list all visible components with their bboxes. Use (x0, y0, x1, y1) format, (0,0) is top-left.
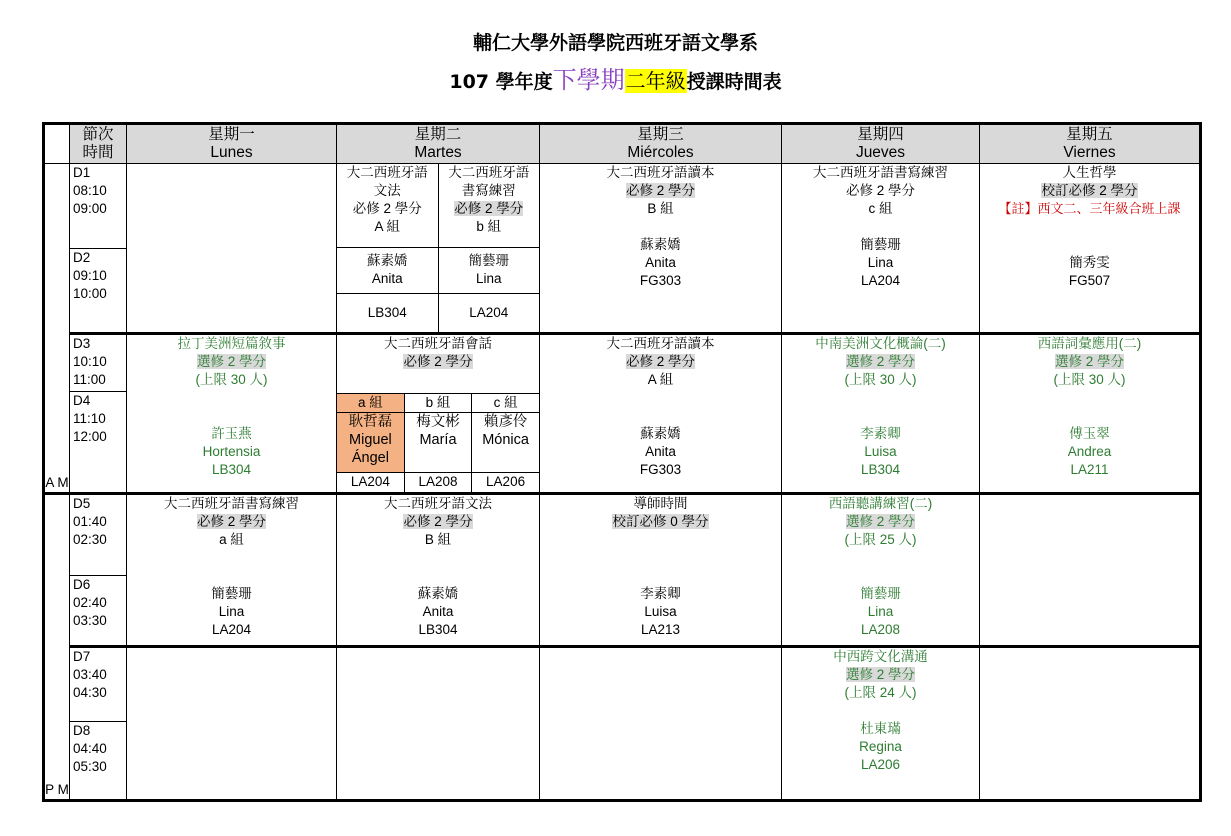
tue-d12-room-b: LA204 (438, 293, 539, 332)
tue-d34-cell (337, 334, 540, 494)
tue-d34-group-a: a 組 (337, 393, 404, 412)
subtitle-grade: 二年級 (625, 69, 686, 93)
slot-d1: D1 08:10 09:00 (70, 164, 127, 249)
tue-d12-teacher-b: 簡藝珊 Lina (438, 247, 539, 293)
tue-d12-course-a: 大二西班牙語 文法 必修 2 學分 A 組 (337, 164, 438, 247)
wed-d56-course: 導師時間 校訂必修 0 學分 李素卿 Luisa LA213 (540, 494, 782, 647)
day-header-mon: 星期一 Lunes (127, 124, 337, 164)
thu-d78-course: 中西跨文化溝通 選修 2 學分 (上限 24 人) 杜東璊 Regina LA206 (782, 647, 980, 801)
tue-d34-course: 大二西班牙語會話 必修 2 學分 (384, 336, 492, 369)
tue-d34-teacher-b: 梅文彬 María (404, 412, 471, 472)
page-subtitle (0, 60, 1231, 95)
mon-d12-empty (127, 164, 337, 334)
slot-d2: D2 09:10 10:00 (70, 249, 127, 334)
tue-d34-room-c: LA206 (472, 472, 539, 492)
slot-d4: D4 11:10 12:00 (70, 392, 127, 494)
wed-d12-course: 大二西班牙語讀本 必修 2 學分 B 組 蘇素嬌 Anita FG303 (540, 164, 782, 334)
fri-d78-empty (980, 647, 1201, 801)
timetable (42, 122, 1202, 802)
slot-d6: D6 02:40 03:30 (70, 576, 127, 647)
slot-d5: D5 01:40 02:30 (70, 494, 127, 576)
fri-d12-course: 人生哲學 校訂必修 2 學分 【註】西文二、三年級合班上課 簡秀雯 FG507 (980, 164, 1201, 334)
slot-header: 節次 時間 (70, 124, 127, 164)
wed-d34-course: 大二西班牙語讀本 必修 2 學分 A 組 蘇素嬌 Anita FG303 (540, 334, 782, 494)
tue-d56-course: 大二西班牙語文法 必修 2 學分 B 組 蘇素嬌 Anita LB304 (337, 494, 540, 647)
mon-d78-empty (127, 647, 337, 801)
day-header-thu: 星期四 Jueves (782, 124, 980, 164)
thu-d12-course: 大二西班牙語書寫練習 必修 2 學分 c 組 簡藝珊 Lina LA204 (782, 164, 980, 334)
fri-d56-empty (980, 494, 1201, 647)
pm-label: P M (44, 494, 70, 801)
tue-d34-teacher-c: 賴彥伶 Mónica (472, 412, 539, 472)
page-title: 輔仁大學外語學院西班牙語文學系 (472, 32, 758, 54)
tue-d12-teacher-a: 蘇素嬌 Anita (337, 247, 438, 293)
day-header-wed: 星期三 Miércoles (540, 124, 782, 164)
subtitle-suffix: 授課時間表 (686, 71, 782, 93)
tue-d34-room-a: LA204 (337, 472, 404, 492)
tue-d12-course-b: 大二西班牙語 書寫練習 必修 2 學分 b 組 (438, 164, 539, 247)
am-label: A M (44, 164, 70, 494)
tue-d12-room-a: LB304 (337, 293, 438, 332)
tue-d34-room-b: LA208 (404, 472, 471, 492)
thu-d34-course: 中南美洲文化概論(二) 選修 2 學分 (上限 30 人) 李素卿 Luisa LB304 (782, 334, 980, 494)
day-header-fri: 星期五 Viernes (980, 124, 1201, 164)
thu-d56-course: 西語聽講練習(二) 選修 2 學分 (上限 25 人) 簡藝珊 Lina LA208 (782, 494, 980, 647)
slot-d7: D7 03:40 04:30 (70, 647, 127, 722)
tue-d34-teacher-a: 耿哲磊 Miguel Ángel (337, 412, 404, 472)
slot-d3: D3 10:10 11:00 (70, 334, 127, 392)
wed-d78-empty (540, 647, 782, 801)
tue-d78-empty (337, 647, 540, 801)
corner-cell (44, 124, 70, 164)
subtitle-year: 107 學年度 (449, 71, 553, 93)
tue-d34-group-c: c 組 (472, 393, 539, 412)
slot-d8: D8 04:40 05:30 (70, 722, 127, 801)
day-header-tue: 星期二 Martes (337, 124, 540, 164)
tue-d34-group-b: b 組 (404, 393, 471, 412)
subtitle-semester: 下學期 (552, 66, 625, 94)
mon-d56-course: 大二西班牙語書寫練習 必修 2 學分 a 組 簡藝珊 Lina LA204 (127, 494, 337, 647)
fri-d34-course: 西語詞彙應用(二) 選修 2 學分 (上限 30 人) 傅玉翠 Andrea LA211 (980, 334, 1201, 494)
mon-d34-course: 拉丁美洲短篇敘事 選修 2 學分 (上限 30 人) 許玉燕 Hortensia LB304 (127, 334, 337, 494)
tue-d12-cell (337, 164, 540, 334)
